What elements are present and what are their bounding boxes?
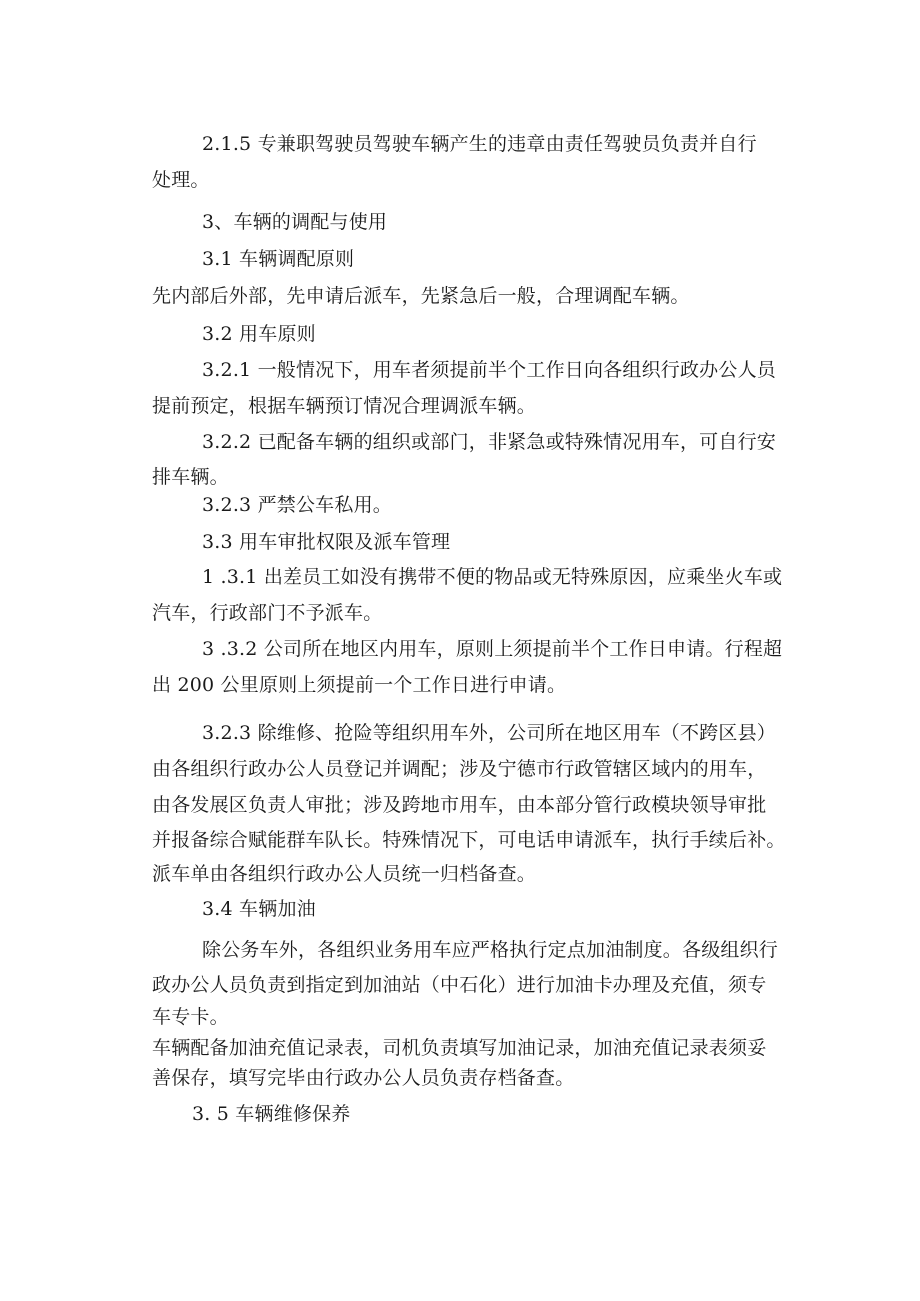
text-line: 车辆配备加油充值记录表，司机负责填写加油记录，加油充值记录表须妥: [152, 1037, 767, 1059]
text-line: 3.2.3 严禁公车私用。: [202, 494, 392, 516]
text-line: 3 .3.2 公司所在地区内用车，原则上须提前半个工作日申请。行程超: [202, 638, 783, 660]
text-line: 善保存，填写完毕由行政办公人员负责存档备查。: [152, 1067, 575, 1089]
text-line: 3.2.2 已配备车辆的组织或部门，非紧急或特殊情况用车，可自行安: [202, 431, 776, 453]
text-line: 派车单由各组织行政办公人员统一归档备查。: [152, 863, 537, 885]
text-line: 排车辆。: [152, 466, 229, 488]
text-line: 3.2.1 一般情况下，用车者须提前半个工作日向各组织行政办公人员: [202, 359, 776, 381]
text-line: 除公务车外，各组织业务用车应严格执行定点加油制度。各级组织行: [202, 939, 779, 961]
text-line: 车专卡。: [152, 1006, 229, 1028]
text-line: 汽车，行政部门不予派车。: [152, 602, 383, 624]
text-line: 并报备综合赋能群车队长。特殊情况下，可电话申请派车，执行手续后补。: [152, 829, 786, 851]
section-heading: 3、车辆的调配与使用: [202, 211, 388, 233]
text-line: 2.1.5 专兼职驾驶员驾驶车辆产生的违章由责任驾驶员负责并自行: [202, 133, 757, 155]
text-line: 提前预定，根据车辆预订情况合理调派车辆。: [152, 395, 537, 417]
subsection-heading: 3.1 车辆调配原则: [202, 248, 355, 270]
text-line: 出 200 公里原则上须提前一个工作日进行申请。: [152, 674, 567, 696]
text-line: 1 .3.1 出差员工如没有携带不便的物品或无特殊原因，应乘坐火车或: [202, 566, 783, 588]
text-line: 处理。: [152, 169, 210, 191]
text-line: 由各组织行政办公人员登记并调配；涉及宁德市行政管辖区域内的用车，: [152, 758, 767, 780]
text-line: 政办公人员负责到指定到加油站（中石化）进行加油卡办理及充值，须专: [152, 974, 767, 996]
subsection-heading: 3.2 用车原则: [202, 323, 316, 345]
text-line: 先内部后外部，先申请后派车，先紧急后一般，合理调配车辆。: [152, 285, 690, 307]
subsection-heading: 3. 5 车辆维修保养: [192, 1103, 351, 1125]
text-line: 3.2.3 除维修、抢险等组织用车外，公司所在地区用车（不跨区县）: [202, 722, 776, 744]
subsection-heading: 3.3 用车审批权限及派车管理: [202, 531, 451, 553]
subsection-heading: 3.4 车辆加油: [202, 898, 316, 920]
text-line: 由各发展区负责人审批；涉及跨地市用车，由本部分管行政模块领导审批: [152, 794, 767, 816]
